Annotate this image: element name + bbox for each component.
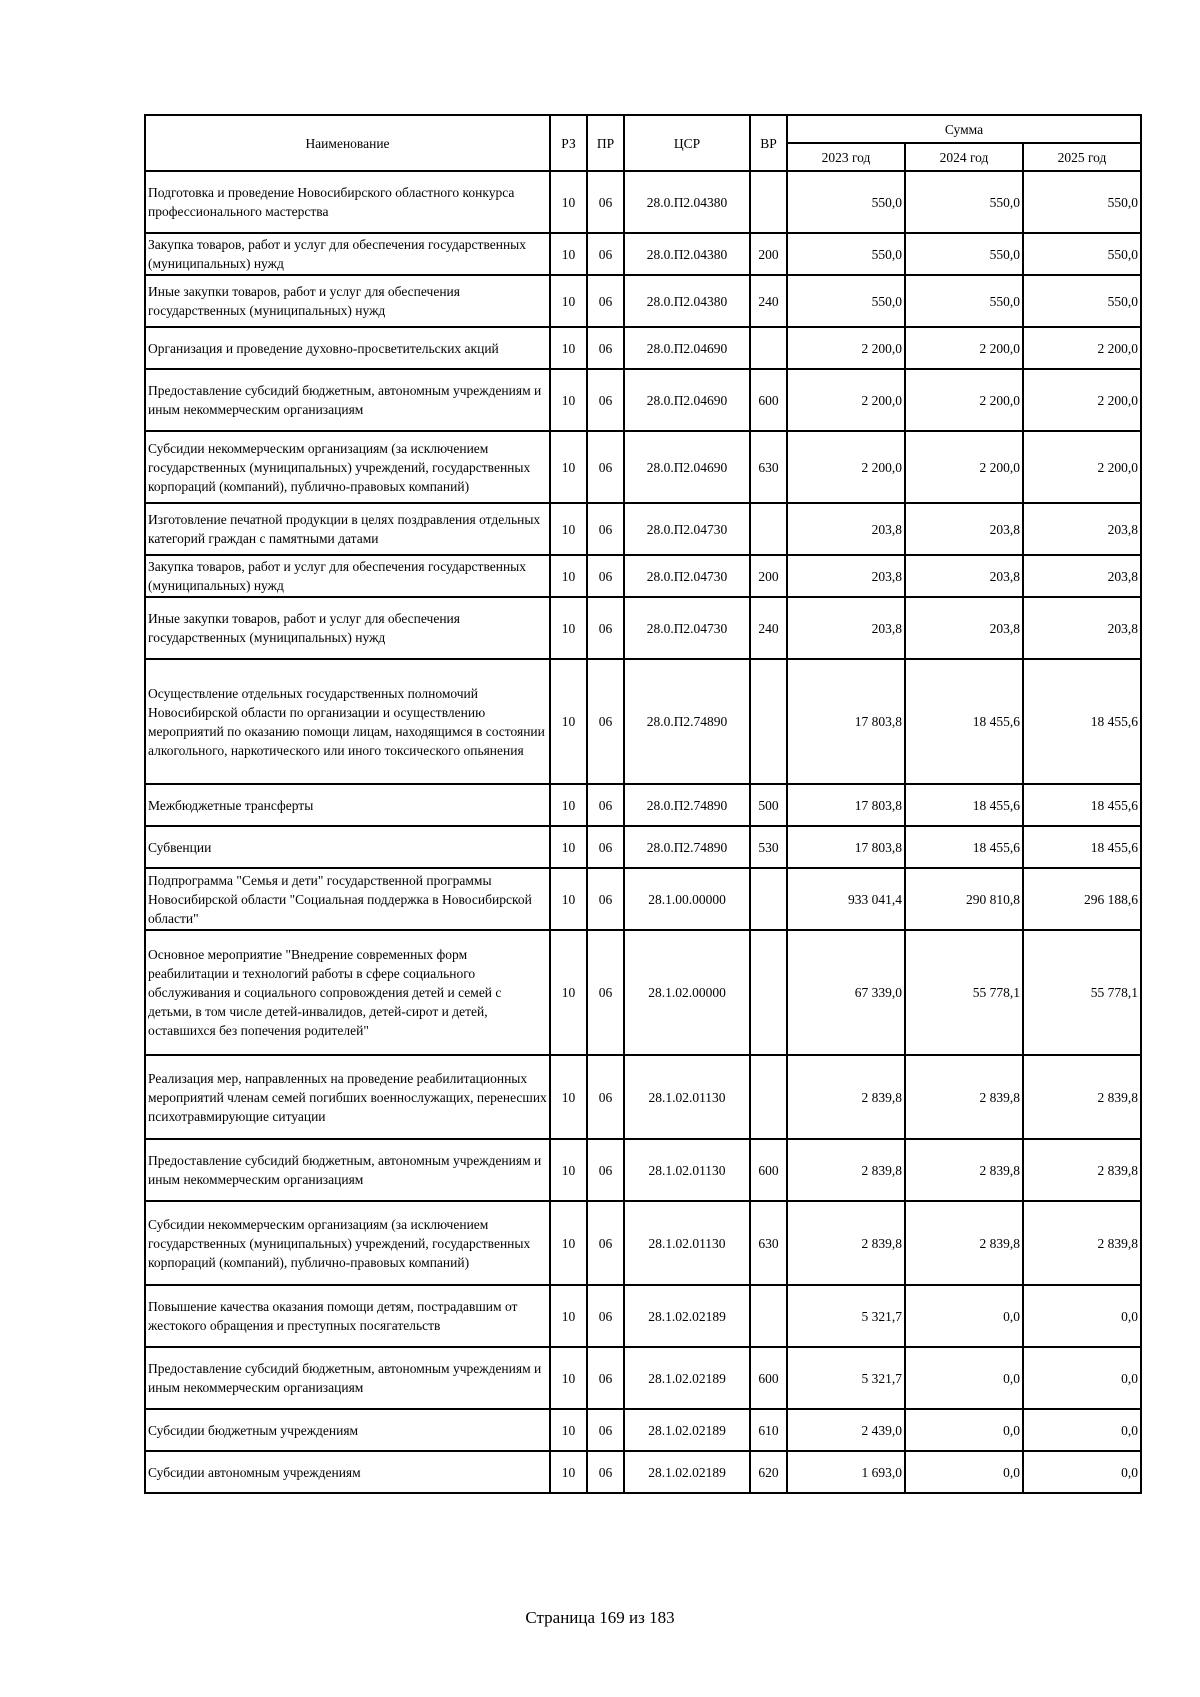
table-row [145,826,1141,868]
cell-vr: 240 [750,275,787,327]
cell-csr: 28.1.02.01130 [624,1201,750,1285]
cell-2025: 2 200,0 [1023,369,1141,431]
cell-rz: 10 [550,327,587,369]
cell-vr [750,327,787,369]
cell-csr: 28.1.02.00000 [624,930,750,1055]
cell-name: Иные закупки товаров, работ и услуг для обеспечения государственных (муниципальных) нужд [145,597,550,659]
cell-2025: 2 839,8 [1023,1055,1141,1139]
cell-rz: 10 [550,868,587,930]
header-year-2025: 2025 год [1023,143,1141,171]
cell-2025: 18 455,6 [1023,826,1141,868]
cell-pr: 06 [587,1139,624,1201]
cell-2023: 2 839,8 [787,1055,905,1139]
cell-name: Субсидии автономным учреждениям [145,1451,550,1493]
cell-2023: 17 803,8 [787,826,905,868]
cell-pr: 06 [587,1055,624,1139]
cell-2023: 5 321,7 [787,1347,905,1409]
budget-table [144,114,1142,1494]
cell-vr [750,1285,787,1347]
cell-2025: 18 455,6 [1023,784,1141,826]
cell-2023: 2 839,8 [787,1201,905,1285]
cell-name: Осуществление отдельных государственных полномочий Новосибирской области по организации и осуществлению мероприятий по оказанию помощи лицам, находящимся в состоянии алкогольного, наркотического или иного токсического опьянения [145,659,550,784]
header-pr: ПР [587,115,624,171]
cell-name: Основное мероприятие "Внедрение современных форм реабилитации и технологий работы в сфере социального обслуживания и социального сопровождения детей и семей с детьми, в том числе детей-инвалидов, детей-сирот и детей, оставшихся без попечения родителей" [145,930,550,1055]
cell-pr: 06 [587,327,624,369]
cell-name: Подпрограмма "Семья и дети" государственной программы Новосибирской области "Социальная поддержка в Новосибирской области" [145,868,550,930]
cell-2023: 550,0 [787,171,905,233]
cell-2025: 2 200,0 [1023,431,1141,503]
cell-name: Субвенции [145,826,550,868]
cell-vr [750,503,787,555]
cell-pr: 06 [587,784,624,826]
cell-2024: 203,8 [905,555,1023,597]
cell-pr: 06 [587,275,624,327]
table-row [145,171,1141,233]
table-row [145,868,1141,930]
cell-rz: 10 [550,659,587,784]
table-body [145,171,1141,1493]
cell-2024: 2 200,0 [905,431,1023,503]
cell-name: Предоставление субсидий бюджетным, автономным учреждениям и иным некоммерческим организациям [145,1139,550,1201]
cell-vr [750,930,787,1055]
header-year-2024: 2024 год [905,143,1023,171]
cell-csr: 28.0.П2.04690 [624,327,750,369]
cell-2024: 0,0 [905,1409,1023,1451]
cell-2023: 550,0 [787,275,905,327]
cell-2023: 2 200,0 [787,431,905,503]
cell-csr: 28.1.00.00000 [624,868,750,930]
cell-2024: 0,0 [905,1451,1023,1493]
table-row [145,431,1141,503]
cell-2025: 203,8 [1023,597,1141,659]
cell-pr: 06 [587,503,624,555]
cell-csr: 28.0.П2.74890 [624,826,750,868]
table-row [145,555,1141,597]
table-row [145,369,1141,431]
cell-csr: 28.0.П2.04730 [624,555,750,597]
cell-vr: 610 [750,1409,787,1451]
cell-2023: 203,8 [787,555,905,597]
table-row [145,275,1141,327]
table-row [145,1139,1141,1201]
cell-name: Субсидии некоммерческим организациям (за исключением государственных (муниципальных) учреждений, государственных корпораций (компаний), публично-правовых компаний) [145,431,550,503]
cell-2023: 67 339,0 [787,930,905,1055]
cell-2023: 2 200,0 [787,327,905,369]
cell-2023: 2 839,8 [787,1139,905,1201]
cell-vr [750,1055,787,1139]
cell-2024: 2 839,8 [905,1055,1023,1139]
cell-csr: 28.0.П2.04730 [624,503,750,555]
cell-rz: 10 [550,1201,587,1285]
cell-2024: 203,8 [905,597,1023,659]
cell-2024: 2 839,8 [905,1201,1023,1285]
cell-pr: 06 [587,930,624,1055]
cell-pr: 06 [587,233,624,275]
cell-2023: 2 200,0 [787,369,905,431]
cell-csr: 28.0.П2.04730 [624,597,750,659]
cell-rz: 10 [550,171,587,233]
cell-rz: 10 [550,1285,587,1347]
cell-2023: 550,0 [787,233,905,275]
cell-vr: 620 [750,1451,787,1493]
cell-csr: 28.1.02.01130 [624,1055,750,1139]
cell-rz: 10 [550,1409,587,1451]
cell-2024: 290 810,8 [905,868,1023,930]
table-row [145,930,1141,1055]
cell-name: Организация и проведение духовно-просветительских акций [145,327,550,369]
cell-csr: 28.1.02.02189 [624,1409,750,1451]
cell-csr: 28.0.П2.04690 [624,431,750,503]
cell-pr: 06 [587,555,624,597]
cell-vr: 600 [750,1139,787,1201]
cell-rz: 10 [550,275,587,327]
cell-pr: 06 [587,868,624,930]
cell-csr: 28.0.П2.04380 [624,233,750,275]
header-sum: Сумма [787,115,1141,143]
cell-2025: 2 839,8 [1023,1139,1141,1201]
cell-rz: 10 [550,1139,587,1201]
table-row [145,1409,1141,1451]
cell-csr: 28.0.П2.74890 [624,659,750,784]
cell-2025: 203,8 [1023,555,1141,597]
cell-2024: 2 200,0 [905,327,1023,369]
cell-vr: 500 [750,784,787,826]
cell-2023: 17 803,8 [787,659,905,784]
cell-2024: 550,0 [905,233,1023,275]
cell-vr [750,868,787,930]
cell-vr [750,171,787,233]
cell-2023: 203,8 [787,597,905,659]
cell-pr: 06 [587,1201,624,1285]
cell-vr: 240 [750,597,787,659]
header-year-2023: 2023 год [787,143,905,171]
cell-2024: 18 455,6 [905,659,1023,784]
cell-2023: 1 693,0 [787,1451,905,1493]
cell-2024: 2 839,8 [905,1139,1023,1201]
cell-rz: 10 [550,431,587,503]
cell-2025: 2 200,0 [1023,327,1141,369]
cell-vr: 200 [750,233,787,275]
table-row [145,1055,1141,1139]
cell-name: Реализация мер, направленных на проведение реабилитационных мероприятий членам семей погибших военнослужащих, перенесших психотравмирующие ситуации [145,1055,550,1139]
cell-2024: 0,0 [905,1347,1023,1409]
cell-pr: 06 [587,369,624,431]
cell-2025: 296 188,6 [1023,868,1141,930]
header-name: Наименование [145,115,550,171]
table-row [145,1285,1141,1347]
cell-name: Закупка товаров, работ и услуг для обеспечения государственных (муниципальных) нужд [145,233,550,275]
cell-vr: 630 [750,1201,787,1285]
cell-2023: 203,8 [787,503,905,555]
cell-csr: 28.1.02.01130 [624,1139,750,1201]
cell-name: Межбюджетные трансферты [145,784,550,826]
cell-rz: 10 [550,1055,587,1139]
cell-name: Предоставление субсидий бюджетным, автономным учреждениям и иным некоммерческим организациям [145,1347,550,1409]
cell-2024: 2 200,0 [905,369,1023,431]
table-row [145,659,1141,784]
cell-rz: 10 [550,930,587,1055]
cell-rz: 10 [550,1451,587,1493]
cell-vr [750,659,787,784]
cell-2025: 0,0 [1023,1409,1141,1451]
cell-csr: 28.0.П2.04380 [624,171,750,233]
cell-2023: 5 321,7 [787,1285,905,1347]
cell-rz: 10 [550,233,587,275]
cell-2025: 0,0 [1023,1347,1141,1409]
cell-csr: 28.1.02.02189 [624,1347,750,1409]
cell-vr: 530 [750,826,787,868]
cell-2024: 18 455,6 [905,826,1023,868]
cell-name: Предоставление субсидий бюджетным, автономным учреждениям и иным некоммерческим организациям [145,369,550,431]
cell-2023: 2 439,0 [787,1409,905,1451]
cell-2025: 0,0 [1023,1285,1141,1347]
header-rz: РЗ [550,115,587,171]
cell-2024: 55 778,1 [905,930,1023,1055]
cell-pr: 06 [587,1347,624,1409]
cell-2023: 17 803,8 [787,784,905,826]
cell-vr: 600 [750,1347,787,1409]
cell-pr: 06 [587,1451,624,1493]
cell-2023: 933 041,4 [787,868,905,930]
table-row [145,1201,1141,1285]
cell-rz: 10 [550,597,587,659]
table-row [145,597,1141,659]
cell-csr: 28.0.П2.04690 [624,369,750,431]
cell-name: Подготовка и проведение Новосибирского областного конкурса профессионального мастерства [145,171,550,233]
cell-rz: 10 [550,784,587,826]
cell-2025: 55 778,1 [1023,930,1141,1055]
cell-pr: 06 [587,431,624,503]
cell-name: Изготовление печатной продукции в целях поздравления отдельных категорий граждан с памятными датами [145,503,550,555]
cell-2025: 550,0 [1023,171,1141,233]
cell-pr: 06 [587,1285,624,1347]
cell-pr: 06 [587,171,624,233]
table-row [145,784,1141,826]
cell-2025: 2 839,8 [1023,1201,1141,1285]
cell-pr: 06 [587,659,624,784]
cell-2024: 550,0 [905,171,1023,233]
cell-name: Субсидии некоммерческим организациям (за исключением государственных (муниципальных) учреждений, государственных корпораций (компаний), публично-правовых компаний) [145,1201,550,1285]
cell-name: Закупка товаров, работ и услуг для обеспечения государственных (муниципальных) нужд [145,555,550,597]
cell-vr: 630 [750,431,787,503]
table-row [145,1451,1141,1493]
cell-csr: 28.0.П2.04380 [624,275,750,327]
cell-csr: 28.0.П2.74890 [624,784,750,826]
table-row [145,233,1141,275]
cell-rz: 10 [550,369,587,431]
cell-csr: 28.1.02.02189 [624,1451,750,1493]
table-header [145,115,1141,171]
cell-rz: 10 [550,1347,587,1409]
cell-pr: 06 [587,826,624,868]
cell-vr: 200 [750,555,787,597]
cell-pr: 06 [587,597,624,659]
cell-csr: 28.1.02.02189 [624,1285,750,1347]
cell-name: Иные закупки товаров, работ и услуг для обеспечения государственных (муниципальных) нужд [145,275,550,327]
cell-2024: 0,0 [905,1285,1023,1347]
cell-2025: 550,0 [1023,233,1141,275]
cell-2024: 550,0 [905,275,1023,327]
cell-2025: 18 455,6 [1023,659,1141,784]
table-row [145,327,1141,369]
cell-rz: 10 [550,555,587,597]
header-csr: ЦСР [624,115,750,171]
cell-2025: 550,0 [1023,275,1141,327]
cell-2024: 18 455,6 [905,784,1023,826]
cell-2025: 203,8 [1023,503,1141,555]
cell-2025: 0,0 [1023,1451,1141,1493]
table-row [145,503,1141,555]
page-number: Страница 169 из 183 [525,1608,675,1627]
header-vr: ВР [750,115,787,171]
cell-vr: 600 [750,369,787,431]
cell-name: Субсидии бюджетным учреждениям [145,1409,550,1451]
cell-rz: 10 [550,826,587,868]
table-row [145,1347,1141,1409]
cell-rz: 10 [550,503,587,555]
cell-2024: 203,8 [905,503,1023,555]
cell-pr: 06 [587,1409,624,1451]
cell-name: Повышение качества оказания помощи детям, пострадавшим от жестокого обращения и преступных посягательств [145,1285,550,1347]
